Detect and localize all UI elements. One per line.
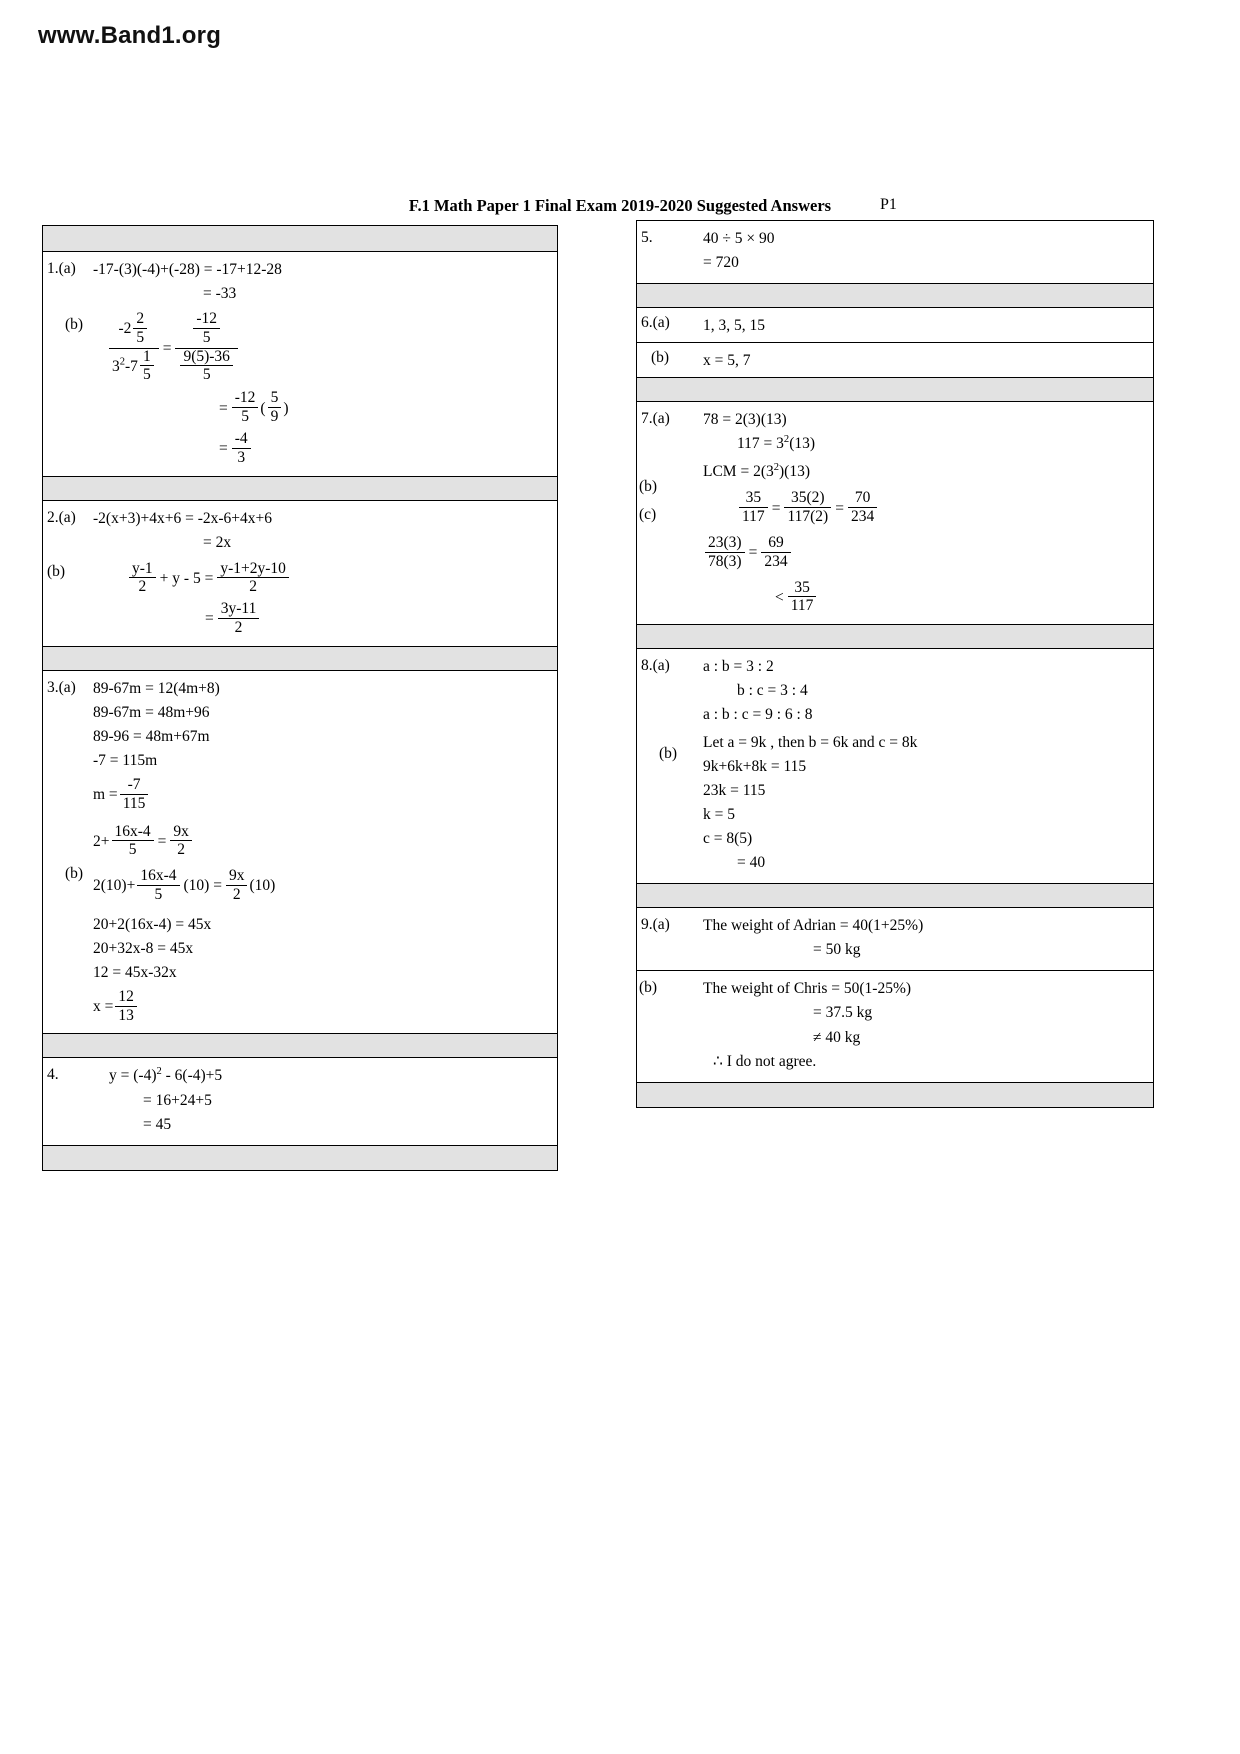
q3b-l1-n2: 9x xyxy=(173,822,189,840)
q2a-line1: -2(x+3)+4x+6 = -2x-6+4x+6 xyxy=(93,509,273,527)
section-divider-band xyxy=(637,625,1153,649)
q7c-l1-d1: 117 xyxy=(739,507,768,526)
q4-line2: = 16+24+5 xyxy=(143,1091,212,1109)
q3b-l2-end: (10) xyxy=(249,877,276,895)
q3b-l6-n: 12 xyxy=(118,987,134,1005)
question-label-9b: (b) xyxy=(639,979,658,997)
question-label-3b: (b) xyxy=(65,864,84,882)
q3b-l1-lead: 2+ xyxy=(93,832,110,850)
q1b-l2-n2: 5 xyxy=(270,389,279,407)
q8b-line4: k = 5 xyxy=(703,806,735,824)
answer-block-q6a xyxy=(637,308,1153,343)
answer-block-q3 xyxy=(43,671,557,1035)
q9a-line1: The weight of Adrian = 40(1+25%) xyxy=(703,917,924,935)
question-label-7b: (b) xyxy=(639,478,658,496)
q7b-b: )(13) xyxy=(779,463,811,481)
section-divider-band xyxy=(637,1083,1153,1107)
q7c-line3 xyxy=(703,580,1149,617)
question-label-6a: 6.(a) xyxy=(641,314,670,332)
answer-block-q9a xyxy=(637,908,1153,971)
q4-l1-sup: 2 xyxy=(156,1066,162,1078)
answer-block-q4 xyxy=(43,1058,557,1145)
q3a-line1: 89-67m = 12(4m+8) xyxy=(93,679,220,697)
q2b-d1: 2 xyxy=(129,577,156,596)
q7b-a: LCM = 2(3 xyxy=(703,463,774,481)
q7a-l2-b: (13) xyxy=(789,435,816,453)
q3a-line2: 89-67m = 48m+96 xyxy=(93,703,210,721)
question-label-1a: 1.(a) xyxy=(47,260,76,277)
q7c-l3-n: 35 xyxy=(794,578,810,596)
q3b-line2 xyxy=(93,868,553,905)
q7b-line1 xyxy=(703,460,1149,484)
q2b-n3: 3y-11 xyxy=(220,600,257,618)
q8b-line5: c = 8(5) xyxy=(703,830,753,848)
q7c-l2-n2: 69 xyxy=(768,534,784,552)
section-divider-band xyxy=(637,378,1153,402)
q3a-l5-d: 115 xyxy=(120,794,149,813)
answer-block-q7 xyxy=(637,402,1153,625)
q7c-l2-d2: 234 xyxy=(761,552,790,571)
q1a-line1-rhs: -17+12-28 xyxy=(216,261,282,278)
answer-block-q5 xyxy=(637,221,1153,284)
q1b-l2-d1: 5 xyxy=(232,407,259,426)
column-header-band xyxy=(43,226,557,252)
q9b-line2: = 37.5 kg xyxy=(813,1004,873,1022)
answer-block-q2 xyxy=(43,501,557,647)
question-label-8b: (b) xyxy=(659,745,678,763)
q8b-line2: 9k+6k+8k = 115 xyxy=(703,758,807,776)
q1b-r-num-d: 5 xyxy=(193,328,220,347)
q1b-den-mid: -7 xyxy=(125,357,138,375)
q9b-line1: The weight of Chris = 50(1-25%) xyxy=(703,980,912,998)
q3b-l2-lead: 2(10)+ xyxy=(93,877,136,895)
section-divider-band xyxy=(43,647,557,671)
question-label-8a: 8.(a) xyxy=(641,657,670,675)
section-divider-band xyxy=(637,884,1153,908)
q2b-line1 xyxy=(93,561,553,598)
q7c-l1-d3: 234 xyxy=(848,507,877,526)
q7c-l1-eq2: = xyxy=(835,499,844,517)
question-label-4: 4. xyxy=(47,1066,59,1084)
section-divider-band xyxy=(43,477,557,501)
q3b-l1-d1: 5 xyxy=(112,840,154,859)
q2b-line2: = $\frac{3y-11}{2}$ xyxy=(93,601,553,638)
section-divider-band xyxy=(43,1034,557,1058)
answers-column-left xyxy=(42,225,558,1171)
answer-block-q1 xyxy=(43,252,557,477)
q3a-line3: 89-96 = 48m+67m xyxy=(93,727,210,745)
q3b-l1-mid: = xyxy=(157,832,167,850)
q8a-line3: a : b : c = 9 : 6 : 8 xyxy=(703,706,813,724)
q7c-line1 xyxy=(703,490,1149,527)
answer-block-q8 xyxy=(637,649,1153,884)
q3b-line6 xyxy=(93,989,553,1026)
q6b-line1: x = 5, 7 xyxy=(703,352,751,370)
q1b-den-frac-n: 1 xyxy=(142,347,151,365)
question-label-6b: (b) xyxy=(651,349,670,367)
q1b-l2-n1: -12 xyxy=(234,389,256,407)
q3b-l2-d1: 5 xyxy=(137,885,179,904)
q3b-line1 xyxy=(93,824,553,861)
q4-line3: = 45 xyxy=(143,1115,172,1133)
q3a-l5-n: -7 xyxy=(127,775,141,793)
q1b-r-den-n: 9(5)-36 xyxy=(183,347,230,365)
q1b-num-int: -2 xyxy=(118,319,132,337)
q3a-line4: -7 = 115m xyxy=(93,751,158,769)
question-label-7c: (c) xyxy=(639,506,657,524)
q1b-den-frac-d: 5 xyxy=(140,365,154,384)
q1b-l3-n: -4 xyxy=(234,429,248,447)
q7c-l3-d: 117 xyxy=(788,596,817,615)
q8a-line1: a : b = 3 : 2 xyxy=(703,658,774,676)
q2a-line2: = 2x xyxy=(203,533,232,551)
question-label-3a: 3.(a) xyxy=(47,678,76,696)
answers-column-right xyxy=(636,220,1154,1108)
q3b-l1-n1: 16x-4 xyxy=(114,822,151,840)
page-number: P1 xyxy=(880,196,897,213)
q7a-line2 xyxy=(703,432,1149,456)
section-divider-band xyxy=(43,1146,557,1170)
q7c-l2-eq: = xyxy=(748,544,758,562)
q2b-d3: 2 xyxy=(218,618,260,637)
q1a-line2: = -33 xyxy=(203,285,237,303)
q5-line1: 40 ÷ 5 × 90 xyxy=(703,230,775,247)
q1b-r-num-n: -12 xyxy=(196,310,218,328)
q7c-l1-d2: 117(2) xyxy=(784,507,831,526)
q1b-den-exp: 2 xyxy=(119,356,126,368)
q3b-l2-d2: 2 xyxy=(226,885,248,904)
site-watermark: www.Band1.org xyxy=(38,22,222,49)
q7c-l3-lt: < xyxy=(775,588,784,606)
question-label-1b: (b) xyxy=(65,316,84,333)
answer-block-q6b xyxy=(637,343,1153,378)
q3b-l1-d2: 2 xyxy=(170,840,192,859)
question-label-7a: 7.(a) xyxy=(641,410,670,428)
q3b-l2-n2: 9x xyxy=(228,867,245,885)
q7c-line2 xyxy=(703,535,1149,572)
q2b-n2: y-1+2y-10 xyxy=(220,559,286,577)
q1b-line3: = $\frac{-4}{3}$ xyxy=(107,431,553,468)
question-label-2a: 2.(a) xyxy=(47,508,76,526)
q1b-big-fraction-rhs xyxy=(175,311,238,385)
q8b-line3: 23k = 115 xyxy=(703,782,766,800)
q1b-num-frac-d: 5 xyxy=(133,328,147,347)
q7a-line1: 78 = 2(3)(13) xyxy=(703,411,787,429)
q8a-line2: b : c = 3 : 4 xyxy=(737,682,808,700)
q1b-r-den-d: 5 xyxy=(180,365,233,384)
q3b-l6-d: 13 xyxy=(115,1006,137,1025)
q1b-num-frac-n: 2 xyxy=(136,310,145,328)
q4-line1 xyxy=(109,1064,553,1088)
q8b-line1: Let a = 9k , then b = 6k and c = 8k xyxy=(703,734,918,752)
answer-block-q9b xyxy=(637,971,1153,1082)
q7b-sup: 2 xyxy=(773,462,780,474)
q1b-big-fraction xyxy=(109,311,159,385)
q3b-line4: 20+32x-8 = 45x xyxy=(93,939,194,957)
q4-l1-a: y = (-4) xyxy=(109,1067,157,1085)
q9b-line4: ∴ I do not agree. xyxy=(713,1052,817,1070)
q4-l1-b: - 6(-4)+5 xyxy=(165,1067,223,1085)
q3b-line5: 12 = 45x-32x xyxy=(93,963,177,981)
q3a-line5 xyxy=(93,777,553,814)
q1b-line2: = $\frac{-12}{5}$ ( $\frac{5}{9}$ ) xyxy=(219,389,289,426)
q3a-l5-lead: m = xyxy=(93,786,118,804)
q9a-line2: = 50 kg xyxy=(813,941,861,959)
q3b-l2-mid: (10) = xyxy=(183,877,222,895)
q7c-l1-n1: 35 xyxy=(745,489,762,507)
q6a-line1: 1, 3, 5, 15 xyxy=(703,317,765,335)
q2b-n1: y-1 xyxy=(132,559,153,577)
q3b-l6-lead: x = xyxy=(93,998,114,1016)
q1b-l3-d: 3 xyxy=(232,448,251,467)
question-label-2b: (b) xyxy=(47,562,66,580)
q1b-den-base: 3 xyxy=(112,357,120,375)
q1b-l2-d2: 9 xyxy=(268,407,282,426)
q7a-l2-a: 117 = 3 xyxy=(737,435,784,453)
q2b-mid: + y - 5 = xyxy=(159,569,214,587)
section-divider-band xyxy=(637,284,1153,308)
q7c-l1-n3: 70 xyxy=(854,489,871,507)
page-title: F.1 Math Paper 1 Final Exam 2019-2020 Suggested Answers xyxy=(408,196,832,215)
q3b-l2-n1: 16x-4 xyxy=(140,867,177,885)
q7c-l1-n2: 35(2) xyxy=(791,489,825,507)
q9b-line3: ≠ 40 kg xyxy=(813,1028,861,1046)
q7c-l2-n1: 23(3) xyxy=(708,534,742,552)
q7a-l2-sup: 2 xyxy=(783,434,790,446)
q8b-line6: = 40 xyxy=(737,854,766,872)
q3b-line3: 20+2(16x-4) = 45x xyxy=(93,915,212,933)
q2b-d2: 2 xyxy=(217,577,289,596)
q1b-line1: -2 $\frac{2}{5}$ $3^2-7$ $\frac{1}{5}$ = $\frac{\frac{-12}{5}}{\frac{9(5)-36}{5}}$ xyxy=(107,312,553,386)
question-label-9a: 9.(a) xyxy=(641,916,670,934)
q7c-l2-d1: 78(3) xyxy=(705,552,745,571)
q7c-l1-eq1: = xyxy=(771,499,781,517)
q5-line2: = 720 xyxy=(703,254,739,272)
q1a-line1: -17-(3)(-4)+(-28) = xyxy=(93,261,213,278)
question-label-5: 5. xyxy=(641,229,653,246)
